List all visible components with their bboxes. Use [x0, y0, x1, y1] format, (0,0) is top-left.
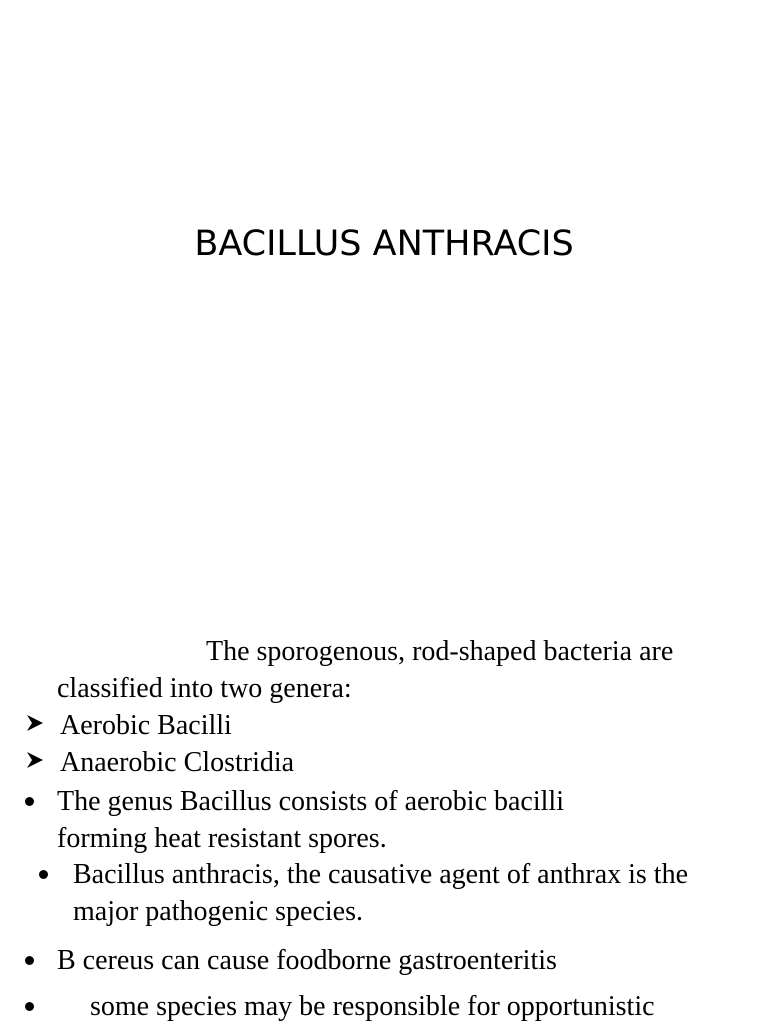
bullet-dot-icon [25, 956, 34, 965]
intro-paragraph: The sporogenous, rod-shaped bacteria are classified into two genera: [57, 636, 674, 704]
bullet-bacillus-anthracis: Bacillus anthracis, the causative agent of anthrax is the major pathogenic species. [73, 859, 689, 927]
bullet-dot-icon [25, 1002, 34, 1011]
bullet-dot-icon [39, 870, 48, 879]
arrow-bullet-icon [25, 713, 45, 733]
list-item-aerobic-bacilli: Aerobic Bacilli [60, 710, 232, 741]
bullet-genus-bacillus: The genus Bacillus consists of aerobic bacilli forming heat resistant spores. [57, 786, 564, 854]
bullet-b-cereus: B cereus can cause foodborne gastroenteritis [57, 945, 557, 976]
arrow-bullet-icon [25, 750, 45, 770]
slide-title: BACILLUS ANTHRACIS [194, 224, 574, 264]
list-item-anaerobic-clostridia: Anaerobic Clostridia [60, 747, 295, 778]
bullet-dot-icon [25, 797, 34, 806]
bullet-opportunistic: some species may be responsible for opportunistic [90, 991, 655, 1022]
